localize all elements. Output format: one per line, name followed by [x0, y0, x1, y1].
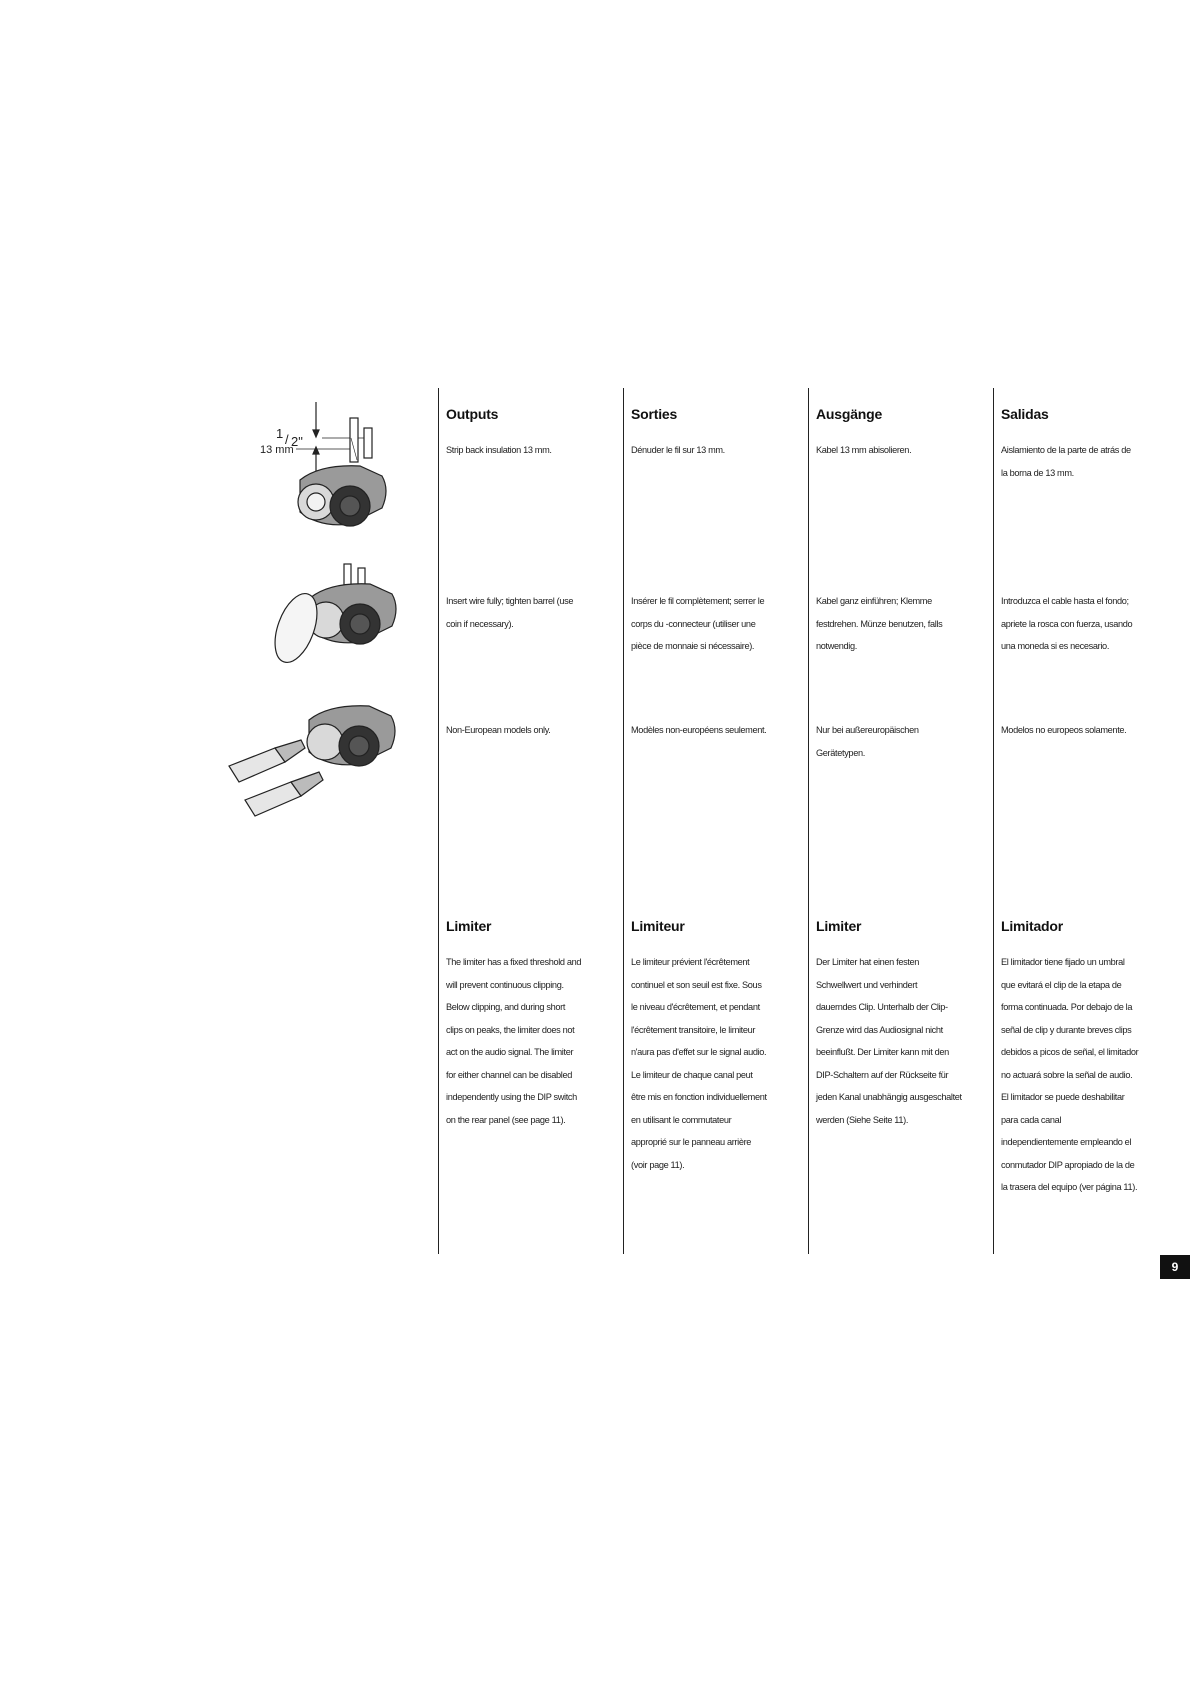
banana-plug-illustration — [225, 690, 415, 820]
svg-text:1 — [276, 426, 283, 441]
insert-wire-illustration — [270, 560, 410, 680]
limiter-text: The limiter has a fixed threshold and will prevent continuous clipping. Below clipping, and during short clips on peaks, the limiter does not act on the audio signal. The limiter for either channel can be disabled independently using the DIP switch on the rear panel (see page 11). — [446, 957, 582, 1125]
svg-text:/: / — [285, 432, 289, 447]
limiter-heading: Limiteur — [631, 918, 685, 934]
mm-label: 13 mm — [260, 444, 294, 456]
limiter-heading: Limiter — [446, 918, 492, 934]
outputs-heading: Sorties — [631, 406, 678, 422]
insert-text: Insert wire fully; tighten barrel (use coin if necessary). — [446, 596, 574, 629]
limiter-text: Der Limiter hat einen festen Schwellwert und verhindert dauerndes Clip. Unterhalb der Clip- Grenze wird das Audiosignal nicht beeinflußt. Der Limiter kann mit den DIP-Schaltern auf der Rückseite für jeden Kanal unabhängig ausgeschaltet werden (Siehe Seite 11). — [816, 957, 962, 1125]
strip-insulation-illustration — [260, 400, 420, 560]
strip-text: Kabel 13 mm abisolieren. — [816, 445, 912, 455]
insert-text: Introduzca el cable hasta el fondo; apriete la rosca con fuerza, usando una moneda si es necesario. — [1001, 596, 1133, 651]
non-european-text: Nur bei außereuropäischen Gerätetypen. — [816, 725, 919, 758]
divider-1 — [438, 388, 439, 1254]
fraction-denominator: 2 — [291, 434, 299, 449]
fraction-numerator: 1 — [276, 426, 284, 441]
limiter-heading: Limiter — [816, 918, 862, 934]
page-number: 9 — [1160, 1255, 1190, 1279]
non-european-text: Non-European models only. — [446, 725, 551, 735]
strip-text: Aislamiento de la parte de atrás de la borna de 13 mm. — [1001, 445, 1131, 478]
outputs-heading: Salidas — [1001, 406, 1049, 422]
divider-3 — [808, 388, 809, 1254]
limiter-text: El limitador tiene fijado un umbral que evitará el clip de la etapa de forma continuada. Por debajo de la señal de clip y durante breves clips debidos a picos de señal, el limitador no actuará sobre la señal de audio. El limitador se puede deshabilitar para cada canal independientemente empleando el conmutador DIP apropiado de la de la trasera del equipo (ver página 11). — [1001, 957, 1139, 1192]
limiter-text: Le limiteur prévient l'écrêtement continuel et son seuil est fixe. Sous le niveau d'écrêtement, et pendant l'écrêtement transitoire, le limiteur n'aura pas d'effet sur le signal audio. Le limiteur de chaque canal peut être mis en fonction individuellement en utilisant le commutateur approprié sur le panneau arrière (voir page 11). — [631, 957, 767, 1170]
outputs-heading: Outputs — [446, 406, 499, 422]
strip-text: Strip back insulation 13 mm. — [446, 445, 552, 455]
non-european-text: Modelos no europeos solamente. — [1001, 725, 1127, 735]
inch-mark: " — [298, 434, 303, 449]
insert-text: Kabel ganz einführen; Klemme festdrehen. Münze benutzen, falls notwendig. — [816, 596, 943, 651]
non-european-text: Modèles non-européens seulement. — [631, 725, 767, 735]
divider-2 — [623, 388, 624, 1254]
divider-4 — [993, 388, 994, 1254]
strip-text: Dénuder le fil sur 13 mm. — [631, 445, 725, 455]
outputs-heading: Ausgänge — [816, 406, 883, 422]
limiter-heading: Limitador — [1001, 918, 1063, 934]
insert-text: Insérer le fil complètement; serrer le corps du -connecteur (utiliser une pièce de monnaie si nécessaire). — [631, 596, 765, 651]
